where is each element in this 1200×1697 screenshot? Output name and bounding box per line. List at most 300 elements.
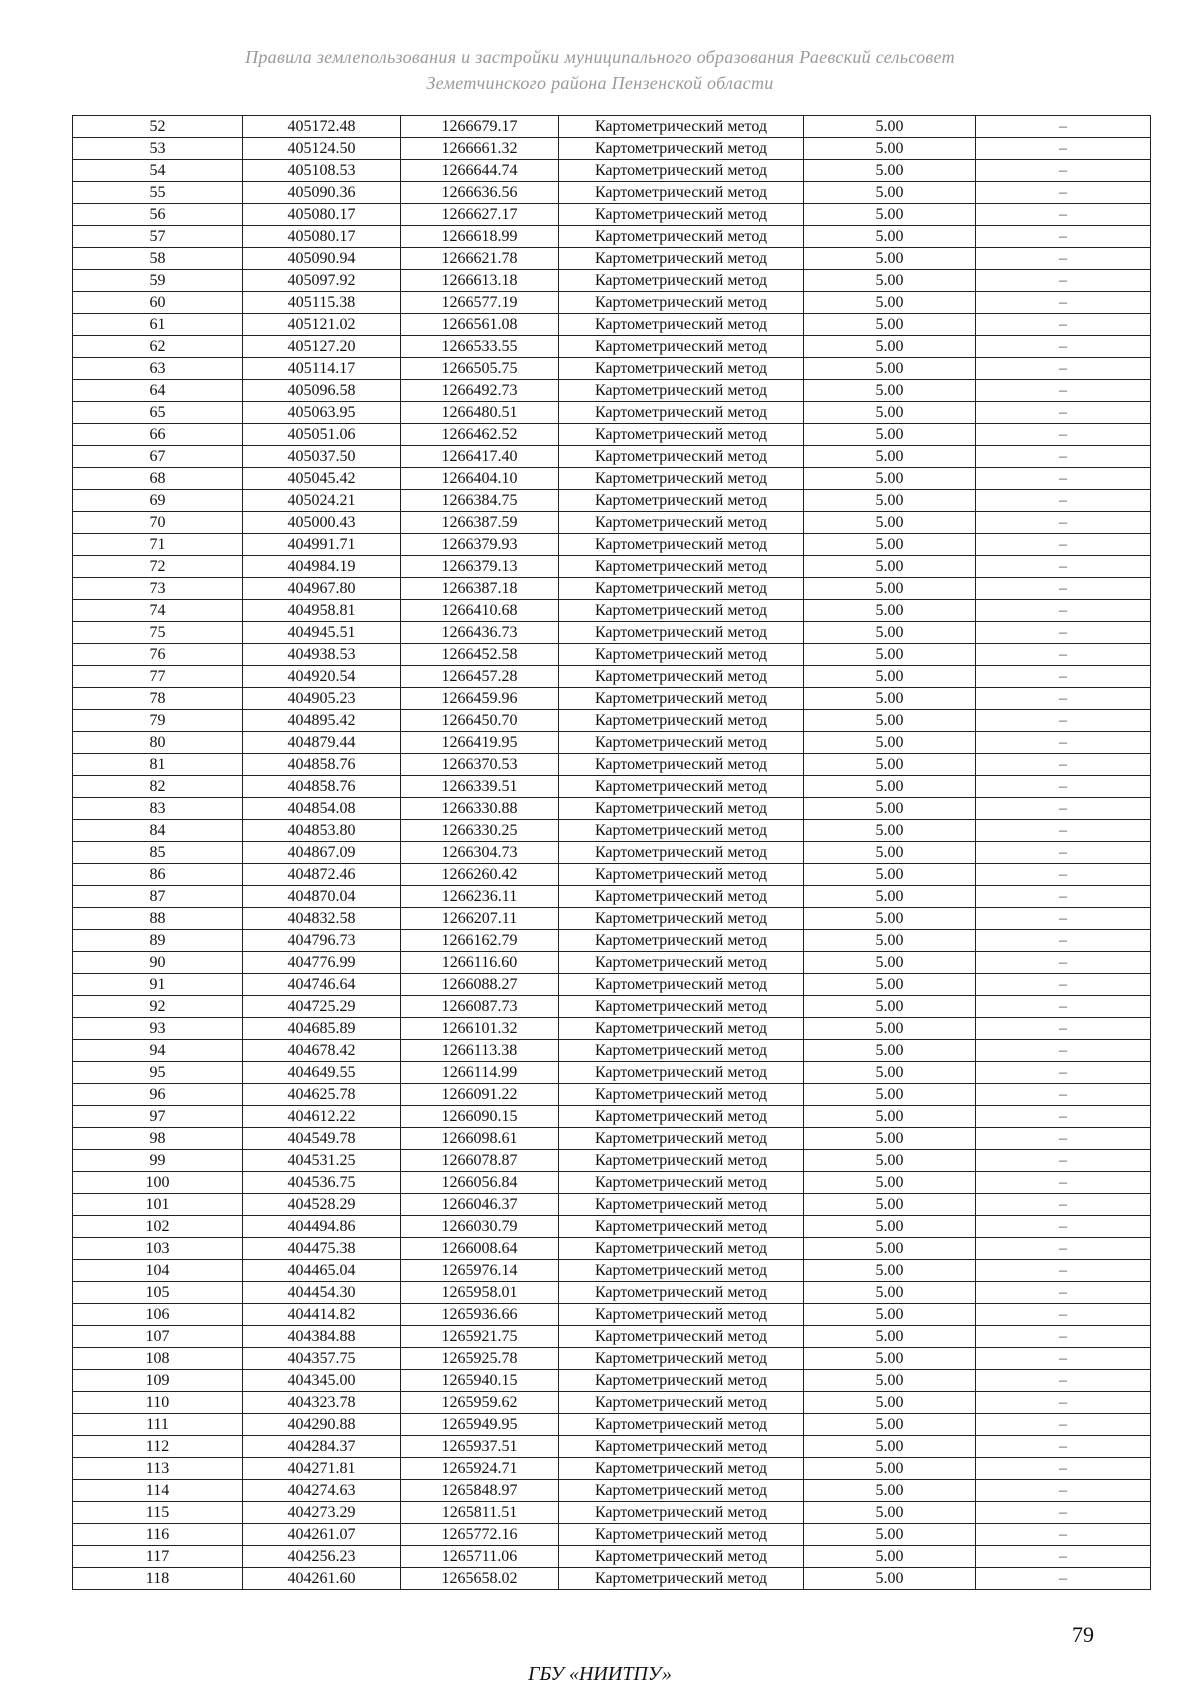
point-number-cell: 58 [73, 248, 243, 270]
point-number-cell: 59 [73, 270, 243, 292]
point-number-cell: 72 [73, 556, 243, 578]
point-number-cell: 78 [73, 688, 243, 710]
description-cell: – [976, 974, 1151, 996]
x-coordinate-cell: 405045.42 [243, 468, 401, 490]
method-cell: Картометрический метод [559, 1150, 804, 1172]
table-row [73, 138, 1151, 160]
table-row [73, 556, 1151, 578]
table-row [73, 1062, 1151, 1084]
table-row [73, 468, 1151, 490]
description-cell: – [976, 754, 1151, 776]
point-number-cell: 88 [73, 908, 243, 930]
table-row [73, 1172, 1151, 1194]
accuracy-cell: 5.00 [804, 820, 976, 842]
description-cell: – [976, 930, 1151, 952]
y-coordinate-cell: 1266404.10 [401, 468, 559, 490]
description-cell: – [976, 468, 1151, 490]
method-cell: Картометрический метод [559, 1480, 804, 1502]
x-coordinate-cell: 404858.76 [243, 754, 401, 776]
y-coordinate-cell: 1266450.70 [401, 710, 559, 732]
table-row [73, 996, 1151, 1018]
point-number-cell: 62 [73, 336, 243, 358]
description-cell: – [976, 1546, 1151, 1568]
method-cell: Картометрический метод [559, 160, 804, 182]
description-cell: – [976, 622, 1151, 644]
method-cell: Картометрический метод [559, 1370, 804, 1392]
method-cell: Картометрический метод [559, 402, 804, 424]
point-number-cell: 67 [73, 446, 243, 468]
y-coordinate-cell: 1265976.14 [401, 1260, 559, 1282]
description-cell: – [976, 160, 1151, 182]
x-coordinate-cell: 404261.07 [243, 1524, 401, 1546]
point-number-cell: 103 [73, 1238, 243, 1260]
x-coordinate-cell: 405124.50 [243, 138, 401, 160]
table-row [73, 1150, 1151, 1172]
method-cell: Картометрический метод [559, 226, 804, 248]
header-line-2: Земетчинского района Пензенской области [426, 73, 774, 93]
description-cell: – [976, 644, 1151, 666]
description-cell: – [976, 512, 1151, 534]
method-cell: Картометрический метод [559, 446, 804, 468]
description-cell: – [976, 1150, 1151, 1172]
table-row [73, 204, 1151, 226]
description-cell: – [976, 314, 1151, 336]
description-cell: – [976, 1106, 1151, 1128]
accuracy-cell: 5.00 [804, 270, 976, 292]
description-cell: – [976, 1524, 1151, 1546]
method-cell: Картометрический метод [559, 666, 804, 688]
x-coordinate-cell: 404256.23 [243, 1546, 401, 1568]
x-coordinate-cell: 404384.88 [243, 1326, 401, 1348]
table-row [73, 864, 1151, 886]
description-cell: – [976, 1216, 1151, 1238]
accuracy-cell: 5.00 [804, 182, 976, 204]
accuracy-cell: 5.00 [804, 776, 976, 798]
x-coordinate-cell: 404854.08 [243, 798, 401, 820]
description-cell: – [976, 1260, 1151, 1282]
accuracy-cell: 5.00 [804, 622, 976, 644]
x-coordinate-cell: 404991.71 [243, 534, 401, 556]
description-cell: – [976, 380, 1151, 402]
accuracy-cell: 5.00 [804, 1304, 976, 1326]
method-cell: Картометрический метод [559, 1172, 804, 1194]
table-row [73, 446, 1151, 468]
y-coordinate-cell: 1265772.16 [401, 1524, 559, 1546]
accuracy-cell: 5.00 [804, 1062, 976, 1084]
description-cell: – [976, 336, 1151, 358]
y-coordinate-cell: 1266379.13 [401, 556, 559, 578]
table-row [73, 402, 1151, 424]
y-coordinate-cell: 1266384.75 [401, 490, 559, 512]
x-coordinate-cell: 404345.00 [243, 1370, 401, 1392]
x-coordinate-cell: 405097.92 [243, 270, 401, 292]
table-row [73, 820, 1151, 842]
y-coordinate-cell: 1265811.51 [401, 1502, 559, 1524]
accuracy-cell: 5.00 [804, 1106, 976, 1128]
x-coordinate-cell: 404685.89 [243, 1018, 401, 1040]
table-row [73, 1458, 1151, 1480]
description-cell: – [976, 248, 1151, 270]
x-coordinate-cell: 404273.29 [243, 1502, 401, 1524]
description-cell: – [976, 292, 1151, 314]
point-number-cell: 109 [73, 1370, 243, 1392]
method-cell: Картометрический метод [559, 1304, 804, 1326]
x-coordinate-cell: 405172.48 [243, 116, 401, 138]
y-coordinate-cell: 1266533.55 [401, 336, 559, 358]
x-coordinate-cell: 405115.38 [243, 292, 401, 314]
method-cell: Картометрический метод [559, 1568, 804, 1590]
method-cell: Картометрический метод [559, 1436, 804, 1458]
description-cell: – [976, 908, 1151, 930]
point-number-cell: 118 [73, 1568, 243, 1590]
x-coordinate-cell: 404945.51 [243, 622, 401, 644]
description-cell: – [976, 1480, 1151, 1502]
accuracy-cell: 5.00 [804, 798, 976, 820]
description-cell: – [976, 1128, 1151, 1150]
method-cell: Картометрический метод [559, 754, 804, 776]
table-row [73, 578, 1151, 600]
accuracy-cell: 5.00 [804, 864, 976, 886]
y-coordinate-cell: 1266417.40 [401, 446, 559, 468]
x-coordinate-cell: 404531.25 [243, 1150, 401, 1172]
x-coordinate-cell: 404454.30 [243, 1282, 401, 1304]
table-row [73, 512, 1151, 534]
description-cell: – [976, 1172, 1151, 1194]
y-coordinate-cell: 1266091.22 [401, 1084, 559, 1106]
point-number-cell: 89 [73, 930, 243, 952]
x-coordinate-cell: 405090.36 [243, 182, 401, 204]
point-number-cell: 76 [73, 644, 243, 666]
y-coordinate-cell: 1266577.19 [401, 292, 559, 314]
y-coordinate-cell: 1266088.27 [401, 974, 559, 996]
y-coordinate-cell: 1265921.75 [401, 1326, 559, 1348]
point-number-cell: 94 [73, 1040, 243, 1062]
accuracy-cell: 5.00 [804, 1084, 976, 1106]
point-number-cell: 96 [73, 1084, 243, 1106]
accuracy-cell: 5.00 [804, 424, 976, 446]
method-cell: Картометрический метод [559, 732, 804, 754]
table-row [73, 1392, 1151, 1414]
description-cell: – [976, 1062, 1151, 1084]
description-cell: – [976, 710, 1151, 732]
y-coordinate-cell: 1266090.15 [401, 1106, 559, 1128]
y-coordinate-cell: 1266379.93 [401, 534, 559, 556]
point-number-cell: 107 [73, 1326, 243, 1348]
point-number-cell: 61 [73, 314, 243, 336]
x-coordinate-cell: 405000.43 [243, 512, 401, 534]
x-coordinate-cell: 404323.78 [243, 1392, 401, 1414]
table-row [73, 908, 1151, 930]
document-header [0, 44, 1200, 96]
x-coordinate-cell: 404879.44 [243, 732, 401, 754]
point-number-cell: 112 [73, 1436, 243, 1458]
point-number-cell: 81 [73, 754, 243, 776]
method-cell: Картометрический метод [559, 1084, 804, 1106]
y-coordinate-cell: 1265959.62 [401, 1392, 559, 1414]
method-cell: Картометрический метод [559, 1260, 804, 1282]
method-cell: Картометрический метод [559, 270, 804, 292]
y-coordinate-cell: 1266621.78 [401, 248, 559, 270]
point-number-cell: 84 [73, 820, 243, 842]
table-row [73, 358, 1151, 380]
x-coordinate-cell: 404967.80 [243, 578, 401, 600]
description-cell: – [976, 1370, 1151, 1392]
table-row [73, 952, 1151, 974]
accuracy-cell: 5.00 [804, 1436, 976, 1458]
point-number-cell: 57 [73, 226, 243, 248]
table-row [73, 688, 1151, 710]
table-row [73, 930, 1151, 952]
table-row [73, 644, 1151, 666]
accuracy-cell: 5.00 [804, 996, 976, 1018]
table-row [73, 1502, 1151, 1524]
description-cell: – [976, 578, 1151, 600]
description-cell: – [976, 402, 1151, 424]
accuracy-cell: 5.00 [804, 1238, 976, 1260]
table-row [73, 248, 1151, 270]
y-coordinate-cell: 1266207.11 [401, 908, 559, 930]
method-cell: Картометрический метод [559, 556, 804, 578]
table-row [73, 1106, 1151, 1128]
y-coordinate-cell: 1266260.42 [401, 864, 559, 886]
table-row [73, 160, 1151, 182]
accuracy-cell: 5.00 [804, 468, 976, 490]
point-number-cell: 108 [73, 1348, 243, 1370]
point-number-cell: 73 [73, 578, 243, 600]
header-line-1: Правила землепользования и застройки муниципального образования Раевский сельсовет [245, 47, 955, 67]
accuracy-cell: 5.00 [804, 710, 976, 732]
description-cell: – [976, 1414, 1151, 1436]
method-cell: Картометрический метод [559, 952, 804, 974]
y-coordinate-cell: 1266339.51 [401, 776, 559, 798]
y-coordinate-cell: 1265937.51 [401, 1436, 559, 1458]
point-number-cell: 68 [73, 468, 243, 490]
y-coordinate-cell: 1266008.64 [401, 1238, 559, 1260]
accuracy-cell: 5.00 [804, 358, 976, 380]
accuracy-cell: 5.00 [804, 1524, 976, 1546]
point-number-cell: 74 [73, 600, 243, 622]
y-coordinate-cell: 1266480.51 [401, 402, 559, 424]
method-cell: Картометрический метод [559, 1194, 804, 1216]
method-cell: Картометрический метод [559, 1018, 804, 1040]
accuracy-cell: 5.00 [804, 754, 976, 776]
table-row [73, 798, 1151, 820]
point-number-cell: 113 [73, 1458, 243, 1480]
y-coordinate-cell: 1266114.99 [401, 1062, 559, 1084]
table-row [73, 490, 1151, 512]
table-row [73, 1480, 1151, 1502]
accuracy-cell: 5.00 [804, 688, 976, 710]
y-coordinate-cell: 1266330.88 [401, 798, 559, 820]
description-cell: – [976, 1304, 1151, 1326]
method-cell: Картометрический метод [559, 1502, 804, 1524]
table-row [73, 1238, 1151, 1260]
description-cell: – [976, 732, 1151, 754]
y-coordinate-cell: 1266627.17 [401, 204, 559, 226]
y-coordinate-cell: 1266505.75 [401, 358, 559, 380]
point-number-cell: 114 [73, 1480, 243, 1502]
description-cell: – [976, 1018, 1151, 1040]
accuracy-cell: 5.00 [804, 556, 976, 578]
document-footer: ГБУ «НИИТПУ» [528, 1663, 672, 1685]
method-cell: Картометрический метод [559, 886, 804, 908]
x-coordinate-cell: 404625.78 [243, 1084, 401, 1106]
x-coordinate-cell: 404678.42 [243, 1040, 401, 1062]
accuracy-cell: 5.00 [804, 600, 976, 622]
table-row [73, 754, 1151, 776]
accuracy-cell: 5.00 [804, 1480, 976, 1502]
x-coordinate-cell: 405114.17 [243, 358, 401, 380]
accuracy-cell: 5.00 [804, 1458, 976, 1480]
table-row [73, 1370, 1151, 1392]
description-cell: – [976, 1392, 1151, 1414]
x-coordinate-cell: 404832.58 [243, 908, 401, 930]
description-cell: – [976, 446, 1151, 468]
description-cell: – [976, 1084, 1151, 1106]
point-number-cell: 71 [73, 534, 243, 556]
y-coordinate-cell: 1266419.95 [401, 732, 559, 754]
table-row [73, 1546, 1151, 1568]
accuracy-cell: 5.00 [804, 1172, 976, 1194]
accuracy-cell: 5.00 [804, 534, 976, 556]
accuracy-cell: 5.00 [804, 512, 976, 534]
x-coordinate-cell: 404984.19 [243, 556, 401, 578]
table-row [73, 1128, 1151, 1150]
description-cell: – [976, 534, 1151, 556]
x-coordinate-cell: 405090.94 [243, 248, 401, 270]
point-number-cell: 87 [73, 886, 243, 908]
point-number-cell: 116 [73, 1524, 243, 1546]
method-cell: Картометрический метод [559, 798, 804, 820]
method-cell: Картометрический метод [559, 776, 804, 798]
method-cell: Картометрический метод [559, 534, 804, 556]
table-row [73, 600, 1151, 622]
y-coordinate-cell: 1266457.28 [401, 666, 559, 688]
y-coordinate-cell: 1266679.17 [401, 116, 559, 138]
method-cell: Картометрический метод [559, 1326, 804, 1348]
description-cell: – [976, 864, 1151, 886]
accuracy-cell: 5.00 [804, 908, 976, 930]
table-row [73, 270, 1151, 292]
x-coordinate-cell: 404274.63 [243, 1480, 401, 1502]
description-cell: – [976, 556, 1151, 578]
method-cell: Картометрический метод [559, 1128, 804, 1150]
table-row [73, 1260, 1151, 1282]
y-coordinate-cell: 1266661.32 [401, 138, 559, 160]
x-coordinate-cell: 404853.80 [243, 820, 401, 842]
method-cell: Картометрический метод [559, 600, 804, 622]
point-number-cell: 97 [73, 1106, 243, 1128]
y-coordinate-cell: 1266370.53 [401, 754, 559, 776]
accuracy-cell: 5.00 [804, 1326, 976, 1348]
table-row [73, 666, 1151, 688]
accuracy-cell: 5.00 [804, 490, 976, 512]
description-cell: – [976, 358, 1151, 380]
x-coordinate-cell: 404528.29 [243, 1194, 401, 1216]
description-cell: – [976, 952, 1151, 974]
x-coordinate-cell: 404465.04 [243, 1260, 401, 1282]
accuracy-cell: 5.00 [804, 644, 976, 666]
x-coordinate-cell: 405063.95 [243, 402, 401, 424]
point-number-cell: 54 [73, 160, 243, 182]
x-coordinate-cell: 405024.21 [243, 490, 401, 512]
accuracy-cell: 5.00 [804, 1502, 976, 1524]
y-coordinate-cell: 1266618.99 [401, 226, 559, 248]
accuracy-cell: 5.00 [804, 1150, 976, 1172]
point-number-cell: 115 [73, 1502, 243, 1524]
x-coordinate-cell: 404357.75 [243, 1348, 401, 1370]
description-cell: – [976, 1348, 1151, 1370]
table-row [73, 732, 1151, 754]
description-cell: – [976, 1436, 1151, 1458]
method-cell: Картометрический метод [559, 842, 804, 864]
x-coordinate-cell: 404905.23 [243, 688, 401, 710]
accuracy-cell: 5.00 [804, 160, 976, 182]
y-coordinate-cell: 1265848.97 [401, 1480, 559, 1502]
accuracy-cell: 5.00 [804, 116, 976, 138]
y-coordinate-cell: 1265711.06 [401, 1546, 559, 1568]
point-number-cell: 53 [73, 138, 243, 160]
accuracy-cell: 5.00 [804, 226, 976, 248]
description-cell: – [976, 776, 1151, 798]
description-cell: – [976, 1238, 1151, 1260]
description-cell: – [976, 1326, 1151, 1348]
accuracy-cell: 5.00 [804, 974, 976, 996]
coordinates-table [72, 115, 1151, 1590]
accuracy-cell: 5.00 [804, 1348, 976, 1370]
point-number-cell: 92 [73, 996, 243, 1018]
accuracy-cell: 5.00 [804, 1546, 976, 1568]
y-coordinate-cell: 1266613.18 [401, 270, 559, 292]
description-cell: – [976, 666, 1151, 688]
method-cell: Картометрический метод [559, 1040, 804, 1062]
point-number-cell: 64 [73, 380, 243, 402]
x-coordinate-cell: 404958.81 [243, 600, 401, 622]
method-cell: Картометрический метод [559, 204, 804, 226]
point-number-cell: 100 [73, 1172, 243, 1194]
y-coordinate-cell: 1266113.38 [401, 1040, 559, 1062]
x-coordinate-cell: 404549.78 [243, 1128, 401, 1150]
description-cell: – [976, 1502, 1151, 1524]
x-coordinate-cell: 404612.22 [243, 1106, 401, 1128]
point-number-cell: 82 [73, 776, 243, 798]
table-row [73, 1568, 1151, 1590]
point-number-cell: 83 [73, 798, 243, 820]
point-number-cell: 93 [73, 1018, 243, 1040]
method-cell: Картометрический метод [559, 1282, 804, 1304]
point-number-cell: 99 [73, 1150, 243, 1172]
y-coordinate-cell: 1266387.59 [401, 512, 559, 534]
method-cell: Картометрический метод [559, 1546, 804, 1568]
point-number-cell: 52 [73, 116, 243, 138]
point-number-cell: 90 [73, 952, 243, 974]
y-coordinate-cell: 1266116.60 [401, 952, 559, 974]
point-number-cell: 102 [73, 1216, 243, 1238]
accuracy-cell: 5.00 [804, 138, 976, 160]
x-coordinate-cell: 404776.99 [243, 952, 401, 974]
point-number-cell: 56 [73, 204, 243, 226]
table-row [73, 1524, 1151, 1546]
coordinates-table-container [72, 115, 1150, 1590]
accuracy-cell: 5.00 [804, 1282, 976, 1304]
accuracy-cell: 5.00 [804, 314, 976, 336]
accuracy-cell: 5.00 [804, 886, 976, 908]
description-cell: – [976, 1568, 1151, 1590]
x-coordinate-cell: 404271.81 [243, 1458, 401, 1480]
table-row [73, 226, 1151, 248]
x-coordinate-cell: 404746.64 [243, 974, 401, 996]
y-coordinate-cell: 1266410.68 [401, 600, 559, 622]
